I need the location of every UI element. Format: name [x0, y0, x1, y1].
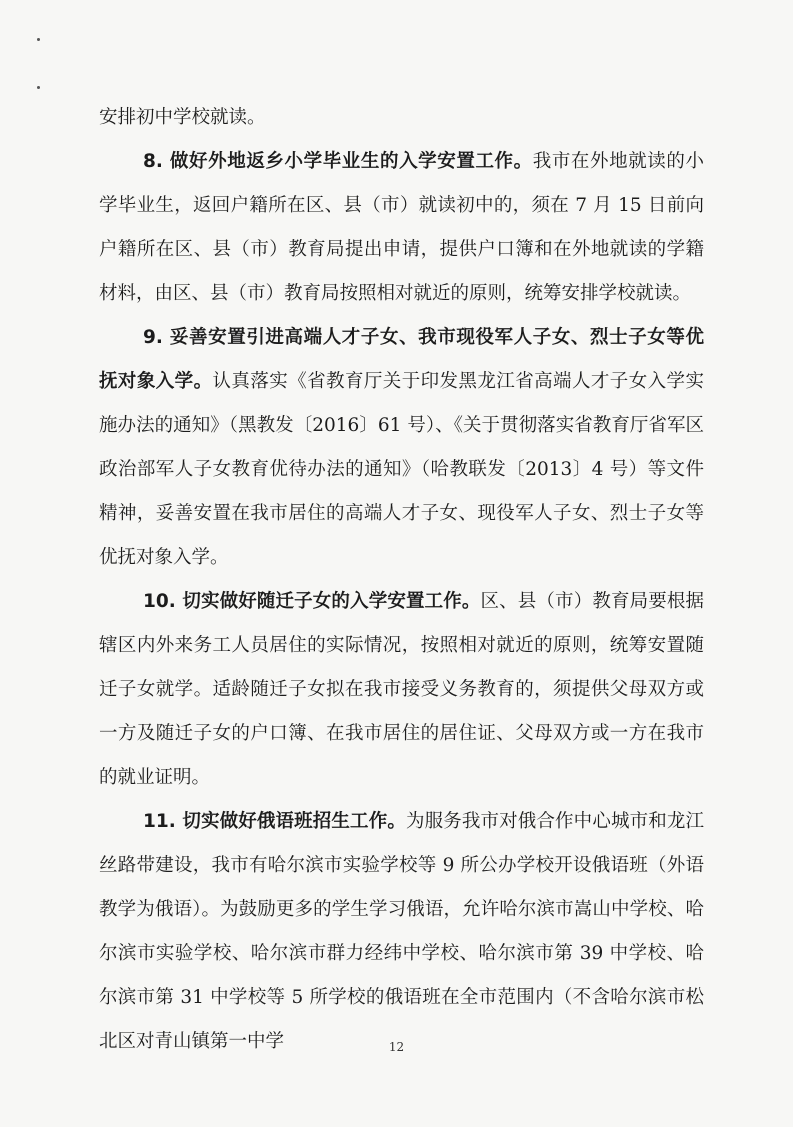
section-11-heading: 11. 切实做好俄语班招生工作。 — [143, 811, 406, 832]
section-11-body: 为服务我市对俄合作中心城市和龙江丝路带建设，我市有哈尔滨市实验学校等 9 所公办学校开设俄语班（外语教学为俄语）。为鼓励更多的学生学习俄语，允许哈尔滨市嵩山中学校、哈尔滨市实验学校、哈尔滨市群力经纬中学校、哈尔滨市第 39 中学校、哈尔滨市第 31 中学校等 5 所学校的俄语班在全市范围内（不含哈尔滨市松北区对青山镇第一中学 — [99, 811, 704, 1052]
continuation-paragraph: 安排初中学校就读。 — [99, 107, 266, 128]
section-11-paragraph — [99, 800, 704, 1064]
section-8-paragraph — [99, 140, 704, 316]
section-10-heading: 10. 切实做好随迁子女的入学安置工作。 — [143, 591, 481, 612]
section-8-heading: 8. 做好外地返乡小学毕业生的入学安置工作。 — [143, 151, 533, 172]
section-9-heading: 9. 妥善安置引进高端人才子女、我市现役军人子女、烈士子女等优抚对象入学。 — [99, 327, 704, 392]
section-9-body: 认真落实《省教育厅关于印发黑龙江省高端人才子女入学实施办法的通知》（黑教发〔2016〕61 号）、《关于贯彻落实省教育厅省军区政治部军人子女教育优待办法的通知》（哈教联发〔2013〕4 号）等文件精神，妥善安置在我市居住的高端人才子女、现役军人子女、烈士子女等优抚对象入学。 — [99, 371, 704, 568]
scan-speck — [37, 86, 40, 89]
scan-speck — [37, 38, 40, 41]
section-9-paragraph — [99, 316, 704, 580]
page-number: 12 — [388, 1040, 405, 1054]
section-10-body: 区、县（市）教育局要根据辖区内外来务工人员居住的实际情况，按照相对就近的原则，统筹安置随迁子女就学。适龄随迁子女拟在我市接受义务教育的，须提供父母双方或一方及随迁子女的户口簿、在我市居住的居住证、父母双方或一方在我市的就业证明。 — [99, 591, 704, 788]
section-8-body: 我市在外地就读的小学毕业生，返回户籍所在区、县（市）就读初中的，须在 7 月 15 日前向户籍所在区、县（市）教育局提出申请，提供户口簿和在外地就读的学籍材料，由区、县（市）教育局按照相对就近的原则，统筹安排学校就读。 — [99, 151, 704, 304]
document-body — [99, 96, 704, 1064]
section-10-paragraph — [99, 580, 704, 800]
